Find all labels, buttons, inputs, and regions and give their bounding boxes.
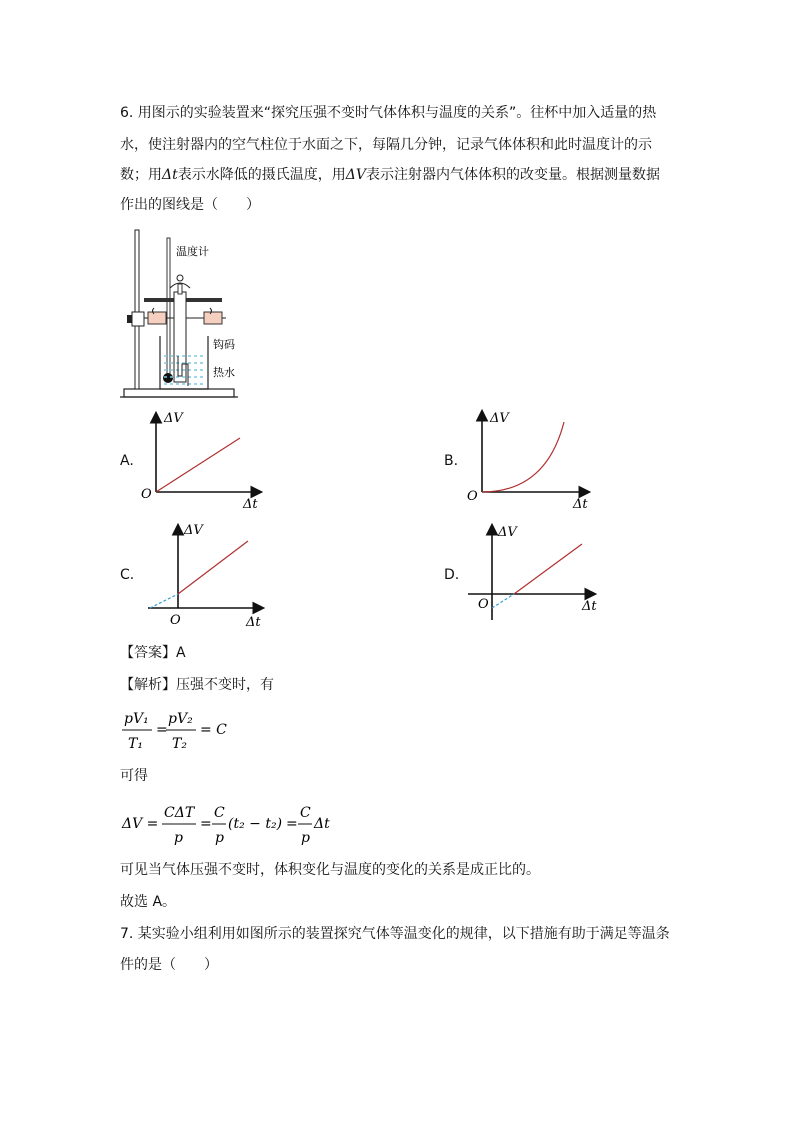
formula1-equals: = xyxy=(156,722,168,738)
option-d-label: D. xyxy=(444,567,460,583)
option-a-x-axis: Δt xyxy=(243,497,258,512)
option-a-graph xyxy=(140,408,270,512)
q6-line-3-c: 表示注射器内气体体积的改变量。根据测量数据 xyxy=(365,167,660,183)
formula2-tail: Δt xyxy=(314,816,330,832)
formula2-frac2-den: p xyxy=(215,830,224,846)
option-d-dashed-extension xyxy=(492,594,514,608)
q6-line-2: 水，使注射器内的空气柱位于水面之下，每隔几分钟，记录气体体积和此时温度计的示 xyxy=(120,137,652,153)
option-d-line xyxy=(514,544,582,594)
analysis-line xyxy=(120,675,274,695)
option-c-line xyxy=(178,541,248,594)
option-d-y-axis: ΔV xyxy=(498,525,517,540)
q6-line-1: 6. 用图示的实验装置来“探究压强不变时气体体积与温度的关系”。往杯中加入适量的热 xyxy=(120,105,657,121)
formula2-frac3-den: p xyxy=(301,830,310,846)
option-d-origin: O xyxy=(478,597,489,612)
answer-value: A xyxy=(176,645,186,661)
formula2-paren: (t₂ − t₂) xyxy=(228,816,283,832)
formula1-num-right: pV₂ xyxy=(168,711,193,727)
analysis-text: 压强不变时，有 xyxy=(176,677,274,693)
delta-t-symbol: Δt xyxy=(162,167,178,183)
thermometer-label: 温度计 xyxy=(176,245,209,258)
option-b-curve xyxy=(482,422,564,492)
option-b-graph xyxy=(466,406,596,514)
formula1-num-left: pV₁ xyxy=(124,711,149,727)
formula2-frac2-num: C xyxy=(214,805,225,821)
formula2-lhs: ΔV = xyxy=(122,816,159,832)
option-c-y-axis: ΔV xyxy=(184,523,203,538)
analysis-prefix: 【解析】 xyxy=(120,677,176,693)
option-c-dashed-extension xyxy=(150,594,178,608)
option-b-label: B. xyxy=(444,453,459,469)
formula1-den-left: T₁ xyxy=(128,736,143,752)
formula2-eq1: = xyxy=(200,816,212,832)
answer-line xyxy=(120,643,186,663)
option-c-label: C. xyxy=(120,567,135,583)
option-d-graph xyxy=(466,520,602,626)
apparatus-diagram xyxy=(118,226,258,402)
formula2-frac1-den: p xyxy=(174,830,183,846)
hot-water-label: 热水 xyxy=(213,366,235,379)
option-a-label: A. xyxy=(120,453,134,469)
q7-line-1: 7. 某实验小组利用如图所示的装置探究气体等温变化的规律，以下措施有助于满足等温条 xyxy=(120,926,670,942)
option-d-x-axis: Δt xyxy=(582,599,597,614)
q6-line-3 xyxy=(120,165,660,185)
option-a-origin: O xyxy=(141,487,152,502)
q6-line-4: 作出的图线是（ ） xyxy=(120,197,260,213)
formula1-den-right: T₂ xyxy=(172,736,187,752)
q7-line-2: 件的是（ ） xyxy=(120,957,218,973)
option-b-x-axis: Δt xyxy=(573,497,588,512)
option-b-y-axis: ΔV xyxy=(490,411,509,426)
q6-line-3-b: 表示水降低的摄氏温度，用 xyxy=(177,167,346,183)
analysis-choose: 故选 A。 xyxy=(120,894,177,910)
formula1-constant: = C xyxy=(200,722,227,738)
analysis-derive: 可得 xyxy=(120,768,148,784)
option-c-origin: O xyxy=(170,613,181,628)
delta-v-symbol: ΔV xyxy=(345,167,366,183)
formula2-eq2: = xyxy=(286,816,298,832)
formula-ideal-gas xyxy=(120,704,240,756)
option-c-x-axis: Δt xyxy=(246,615,261,630)
analysis-conclusion: 可见当气体压强不变时，体积变化与温度的变化的关系是成正比的。 xyxy=(120,862,540,878)
option-b-origin: O xyxy=(467,489,478,504)
option-c-graph xyxy=(142,520,272,630)
formula-delta-v xyxy=(120,800,330,850)
option-a-y-axis: ΔV xyxy=(164,411,183,426)
formula2-frac3-num: C xyxy=(300,805,311,821)
formula2-frac1-num: CΔT xyxy=(164,805,195,821)
option-a-line xyxy=(156,438,240,492)
q6-line-3-a: 数；用 xyxy=(120,167,162,183)
answer-prefix: 【答案】 xyxy=(120,645,176,661)
weight-label: 钩码 xyxy=(213,338,235,351)
